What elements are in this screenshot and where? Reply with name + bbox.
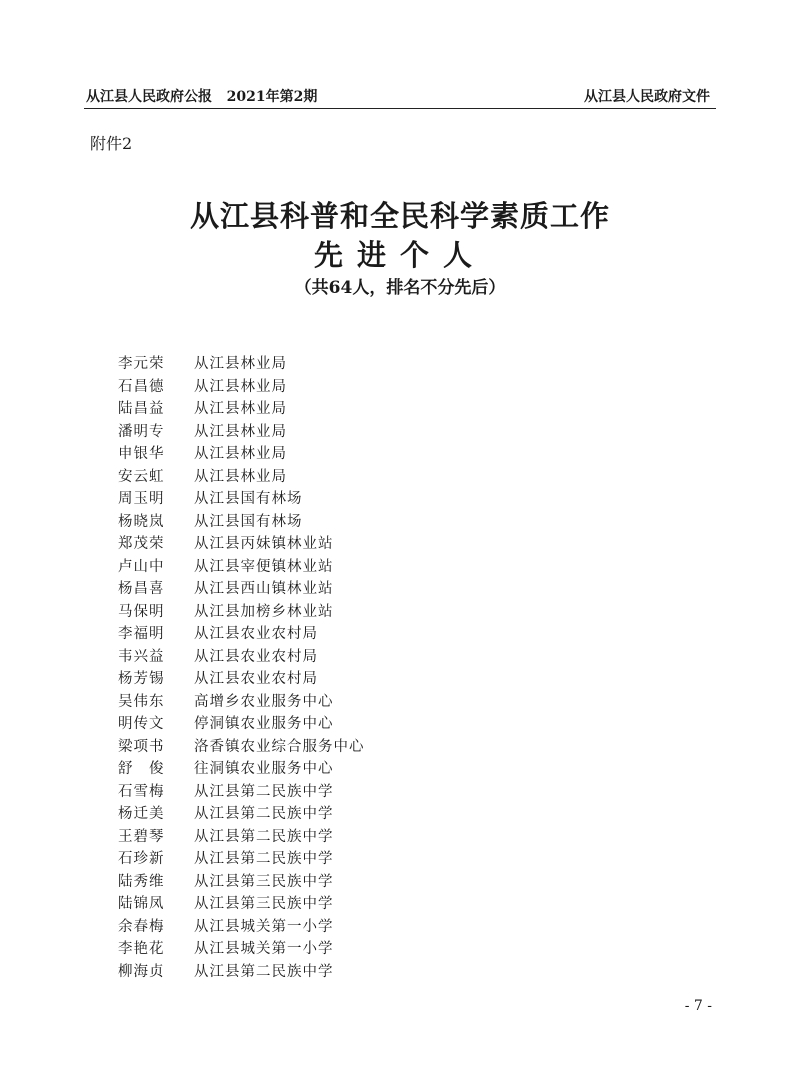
list-item (118, 466, 365, 489)
person-organization: 从江县农业农村局 (194, 626, 318, 642)
person-organization: 从江县加榜乡林业站 (194, 603, 334, 620)
person-organization: 从江县第二民族中学 (194, 806, 334, 822)
person-name: 余春梅 (118, 918, 165, 935)
person-name: 陆昌益 (118, 401, 165, 417)
person-organization: 从江县林业局 (194, 378, 287, 395)
header-publication: 从江县人民政府公报 2021年第2期 (86, 89, 318, 105)
person-organization: 洛香镇农业综合服务中心 (194, 738, 365, 755)
page-number: - 7 - (684, 998, 712, 1014)
list-item (118, 353, 365, 376)
person-name: 柳海贞 (118, 963, 165, 980)
person-name: 李元荣 (118, 356, 165, 372)
list-item (118, 826, 365, 849)
person-name: 舒 俊 (118, 761, 165, 777)
person-name: 梁项书 (118, 738, 165, 755)
person-name: 潘明专 (118, 423, 165, 440)
person-name: 石雪梅 (118, 783, 165, 800)
person-name: 马保明 (118, 603, 165, 620)
list-item (118, 736, 365, 759)
person-organization: 从江县林业局 (194, 468, 287, 485)
person-name: 韦兴益 (118, 648, 165, 665)
list-item (118, 871, 365, 894)
person-organization: 从江县林业局 (194, 446, 287, 462)
list-item (118, 803, 365, 826)
person-organization: 从江县城关第一小学 (194, 941, 334, 957)
document-subtitle: （共64人，排名不分先后） (294, 278, 506, 298)
person-name: 杨昌喜 (118, 581, 165, 597)
list-item (118, 443, 365, 466)
person-organization: 从江县农业农村局 (194, 671, 318, 687)
person-name: 申银华 (118, 446, 165, 462)
document-title: 从江县科普和全民科学素质工作 (189, 199, 610, 233)
people-list (118, 353, 365, 983)
person-organization: 从江县第三民族中学 (194, 873, 334, 890)
list-item (118, 713, 365, 736)
list-item (118, 668, 365, 691)
list-item (118, 691, 365, 714)
list-item (118, 916, 365, 939)
list-item (118, 376, 365, 399)
person-organization: 从江县国有林场 (194, 491, 303, 507)
list-item (118, 398, 365, 421)
person-name: 明传文 (118, 716, 165, 732)
list-item (118, 758, 365, 781)
person-name: 吴伟东 (118, 693, 165, 710)
person-organization: 从江县第二民族中学 (194, 783, 334, 800)
list-item (118, 578, 365, 601)
person-name: 杨迁美 (118, 806, 165, 822)
person-organization: 从江县第二民族中学 (194, 828, 334, 845)
person-name: 周玉明 (118, 491, 165, 507)
person-organization: 停洞镇农业服务中心 (194, 716, 334, 732)
person-name: 陆秀维 (118, 873, 165, 890)
person-name: 郑茂荣 (118, 536, 165, 552)
list-item (118, 556, 365, 579)
person-organization: 从江县林业局 (194, 356, 287, 372)
person-organization: 往洞镇农业服务中心 (194, 761, 334, 777)
person-organization: 从江县第二民族中学 (194, 963, 334, 980)
person-organization: 从江县农业农村局 (194, 648, 318, 665)
person-name: 石珍新 (118, 851, 165, 867)
person-name: 卢山中 (118, 558, 165, 575)
list-item (118, 938, 365, 961)
person-organization: 从江县林业局 (194, 401, 287, 417)
list-item (118, 623, 365, 646)
person-name: 杨晓岚 (118, 513, 165, 530)
person-name: 杨芳锡 (118, 671, 165, 687)
person-organization: 从江县宰便镇林业站 (194, 558, 334, 575)
list-item (118, 781, 365, 804)
document-title-line2: 先进个人 (313, 238, 486, 272)
person-name: 李福明 (118, 626, 165, 642)
person-organization: 从江县第三民族中学 (194, 896, 334, 912)
person-name: 王碧琴 (118, 828, 165, 845)
person-name: 石昌德 (118, 378, 165, 395)
list-item (118, 488, 365, 511)
person-organization: 从江县丙妹镇林业站 (194, 536, 334, 552)
header-divider (84, 108, 716, 109)
header-document-type: 从江县人民政府文件 (584, 89, 710, 105)
person-organization: 从江县国有林场 (194, 513, 303, 530)
person-name: 陆锦凤 (118, 896, 165, 912)
person-name: 李艳花 (118, 941, 165, 957)
list-item (118, 601, 365, 624)
person-organization: 从江县西山镇林业站 (194, 581, 334, 597)
person-organization: 从江县林业局 (194, 423, 287, 440)
list-item (118, 961, 365, 984)
person-organization: 从江县第二民族中学 (194, 851, 334, 867)
list-item (118, 893, 365, 916)
list-item (118, 533, 365, 556)
attachment-label: 附件2 (90, 134, 133, 153)
list-item (118, 511, 365, 534)
person-name: 安云虹 (118, 468, 165, 485)
list-item (118, 848, 365, 871)
person-organization: 从江县城关第一小学 (194, 918, 334, 935)
list-item (118, 646, 365, 669)
list-item (118, 421, 365, 444)
person-organization: 高增乡农业服务中心 (194, 693, 334, 710)
